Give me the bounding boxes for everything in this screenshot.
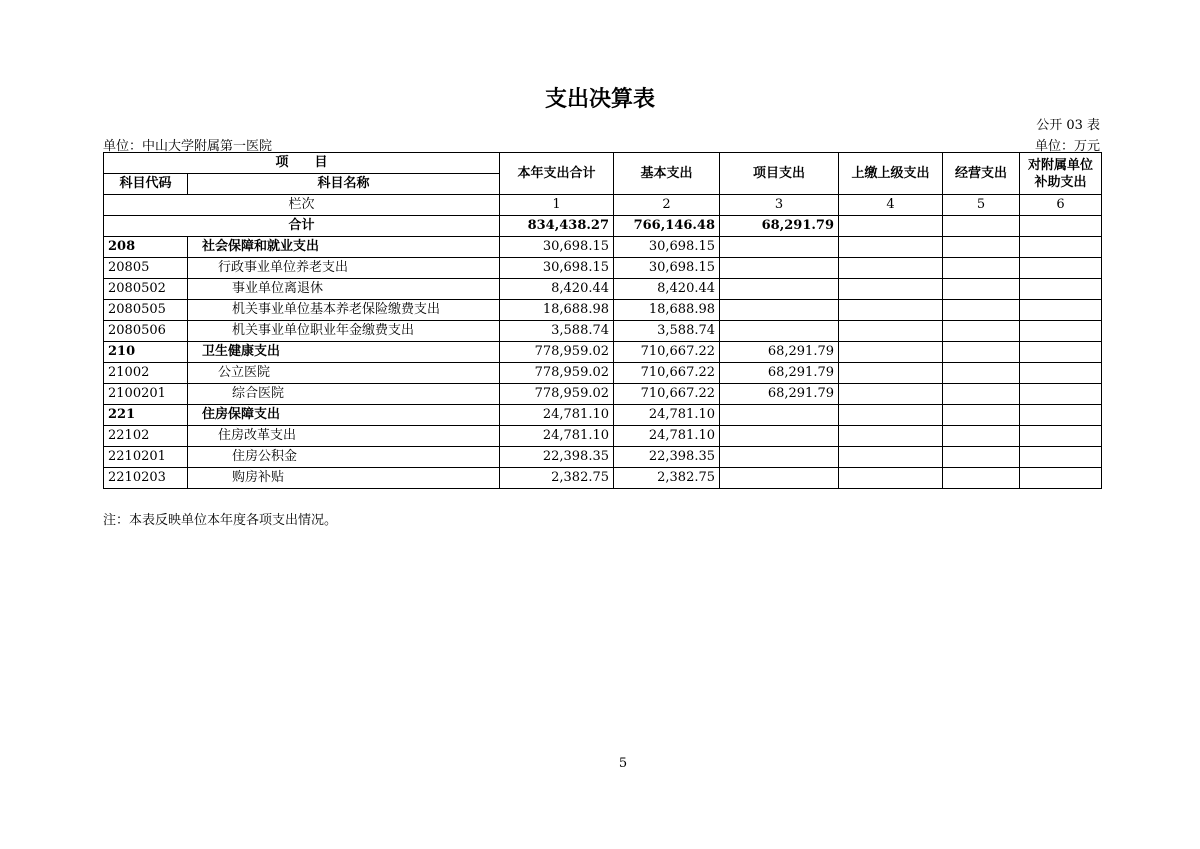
row-total: 18,688.98	[500, 300, 614, 321]
row-project	[720, 321, 839, 342]
row-total: 30,698.15	[500, 237, 614, 258]
page-number: 5	[618, 756, 628, 771]
table-row	[104, 279, 1102, 300]
row-name: 行政事业单位养老支出	[188, 258, 500, 279]
table-row	[104, 363, 1102, 384]
header-subsidy-line2: 补助支出	[1034, 174, 1087, 190]
row-basic: 2,382.75	[614, 468, 720, 489]
row-basic: 710,667.22	[614, 342, 720, 363]
row-name: 机关事业单位基本养老保险缴费支出	[188, 300, 500, 321]
currency-unit: 单位：万元	[1034, 139, 1100, 154]
header-row-1	[104, 153, 1102, 174]
row-total: 22,398.35	[500, 447, 614, 468]
page-title: 支出决算表	[544, 87, 655, 112]
row-name: 住房公积金	[188, 447, 500, 468]
row-code: 20805	[104, 258, 188, 279]
header-subsidy-line1: 对附属单位	[1028, 157, 1094, 173]
row-project: 68,291.79	[720, 384, 839, 405]
table-row	[104, 447, 1102, 468]
header-project-expenditure: 项目支出	[720, 153, 839, 195]
table-row	[104, 405, 1102, 426]
row-name: 机关事业单位职业年金缴费支出	[188, 321, 500, 342]
row-code: 22102	[104, 426, 188, 447]
row-name: 综合医院	[188, 384, 500, 405]
header-basic: 基本支出	[614, 153, 720, 195]
row-project	[720, 405, 839, 426]
row-basic: 22,398.35	[614, 447, 720, 468]
reporting-unit: 单位：中山大学附属第一医院	[103, 139, 273, 154]
row-total: 8,420.44	[500, 279, 614, 300]
row-basic: 710,667.22	[614, 363, 720, 384]
row-name: 卫生健康支出	[188, 342, 500, 363]
row-code: 21002	[104, 363, 188, 384]
column-index-row	[104, 195, 1102, 216]
total-business	[943, 216, 1020, 237]
table-row	[104, 300, 1102, 321]
col-num: 5	[943, 195, 1020, 216]
total-label: 合计	[104, 216, 500, 237]
row-total: 778,959.02	[500, 384, 614, 405]
table-row	[104, 468, 1102, 489]
table-row	[104, 342, 1102, 363]
total-subsidy	[1020, 216, 1102, 237]
total-row	[104, 216, 1102, 237]
row-name: 购房补贴	[188, 468, 500, 489]
row-code: 2080502	[104, 279, 188, 300]
col-num: 1	[500, 195, 614, 216]
column-index-label: 栏次	[104, 195, 500, 216]
total-sum: 834,438.27	[500, 216, 614, 237]
row-basic: 24,781.10	[614, 405, 720, 426]
header-subsidy	[1020, 153, 1102, 195]
row-basic: 30,698.15	[614, 237, 720, 258]
header-upper: 上缴上级支出	[839, 153, 943, 195]
col-num: 6	[1020, 195, 1102, 216]
row-total: 778,959.02	[500, 363, 614, 384]
header-total: 本年支出合计	[500, 153, 614, 195]
row-name: 公立医院	[188, 363, 500, 384]
row-project: 68,291.79	[720, 342, 839, 363]
row-basic: 30,698.15	[614, 258, 720, 279]
col-num: 3	[720, 195, 839, 216]
row-code: 2080505	[104, 300, 188, 321]
row-code: 2210203	[104, 468, 188, 489]
row-name: 住房保障支出	[188, 405, 500, 426]
row-name: 事业单位离退休	[188, 279, 500, 300]
row-project	[720, 468, 839, 489]
row-total: 778,959.02	[500, 342, 614, 363]
row-total: 2,382.75	[500, 468, 614, 489]
expenditure-table	[103, 152, 1102, 489]
row-code: 2210201	[104, 447, 188, 468]
table-row	[104, 384, 1102, 405]
row-total: 30,698.15	[500, 258, 614, 279]
table-row	[104, 258, 1102, 279]
header-business: 经营支出	[943, 153, 1020, 195]
form-number: 公开 03 表	[1036, 118, 1100, 133]
total-project: 68,291.79	[720, 216, 839, 237]
row-project	[720, 258, 839, 279]
total-basic: 766,146.48	[614, 216, 720, 237]
row-project	[720, 447, 839, 468]
row-total: 24,781.10	[500, 405, 614, 426]
row-project	[720, 300, 839, 321]
table-row	[104, 237, 1102, 258]
row-code: 210	[104, 342, 188, 363]
row-basic: 3,588.74	[614, 321, 720, 342]
row-code: 221	[104, 405, 188, 426]
table-note: 注：本表反映单位本年度各项支出情况。	[103, 513, 338, 528]
row-code: 2080506	[104, 321, 188, 342]
row-code: 2100201	[104, 384, 188, 405]
row-name: 住房改革支出	[188, 426, 500, 447]
row-basic: 8,420.44	[614, 279, 720, 300]
row-project: 68,291.79	[720, 363, 839, 384]
row-project	[720, 237, 839, 258]
row-project	[720, 279, 839, 300]
row-basic: 24,781.10	[614, 426, 720, 447]
col-num: 2	[614, 195, 720, 216]
row-name: 社会保障和就业支出	[188, 237, 500, 258]
row-total: 24,781.10	[500, 426, 614, 447]
col-num: 4	[839, 195, 943, 216]
row-basic: 18,688.98	[614, 300, 720, 321]
header-code: 科目代码	[104, 174, 188, 195]
row-code: 208	[104, 237, 188, 258]
row-total: 3,588.74	[500, 321, 614, 342]
row-project	[720, 426, 839, 447]
header-project: 项 目	[104, 153, 500, 174]
row-basic: 710,667.22	[614, 384, 720, 405]
table-row	[104, 321, 1102, 342]
total-upper	[839, 216, 943, 237]
header-name: 科目名称	[188, 174, 500, 195]
table-row	[104, 426, 1102, 447]
